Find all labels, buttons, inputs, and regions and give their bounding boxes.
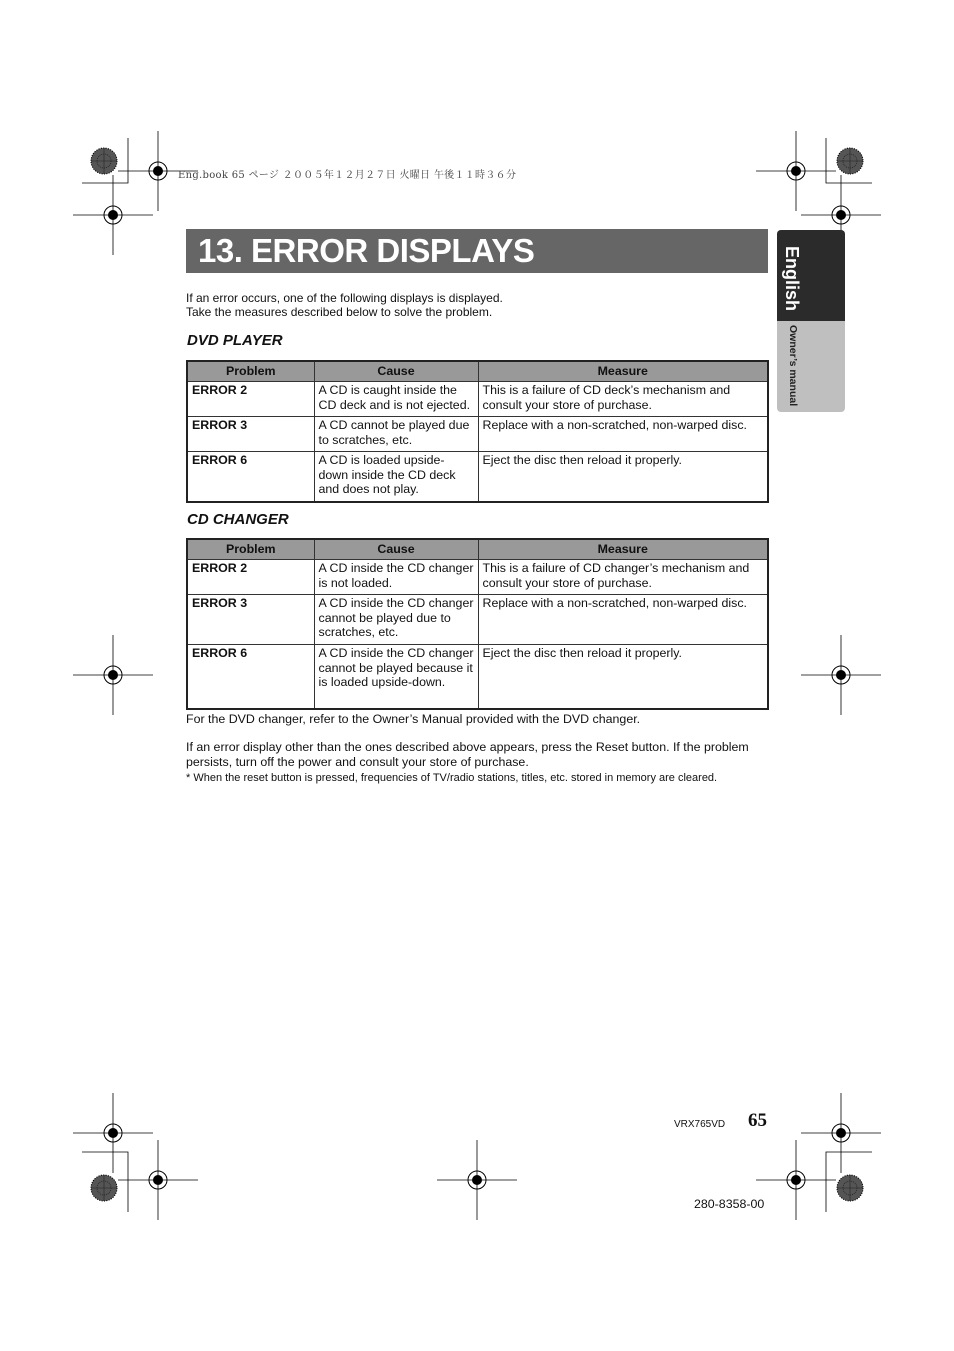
cause-cell: A CD inside the CD changer cannot be played because it is loaded upside-down. [314, 645, 478, 709]
measure-cell: This is a failure of CD changer’s mechanism and consult your store of purchase. [478, 560, 768, 595]
table-row [187, 452, 768, 502]
table-row [187, 560, 768, 595]
title-bar [186, 229, 768, 273]
table-row [187, 645, 768, 709]
problem-cell: ERROR 6 [187, 645, 314, 709]
model-number: VRX765VD [674, 1119, 726, 1130]
dvd-player-table [186, 360, 769, 503]
measure-cell: Replace with a non-scratched, non-warped disc. [478, 595, 768, 645]
table-header-row [187, 539, 768, 560]
problem-cell: ERROR 2 [187, 382, 314, 417]
table-row [187, 382, 768, 417]
side-tab-label: Owner’s manual [787, 325, 799, 407]
page-number: 65 [748, 1110, 767, 1131]
measure-cell: This is a failure of CD deck’s mechanism and consult your store of purchase. [478, 382, 768, 417]
cause-cell: A CD cannot be played due to scratches, etc. [314, 417, 478, 452]
problem-cell: ERROR 3 [187, 595, 314, 645]
reset-note: If an error display other than the ones described above appears, press the Reset button. If the problem persists, turn off the power and consult your store of purchase. [186, 740, 749, 769]
cd-changer-table [186, 538, 769, 710]
column-header-problem: Problem [187, 361, 314, 382]
table-header-row [187, 361, 768, 382]
problem-cell: ERROR 3 [187, 417, 314, 452]
column-header-measure: Measure [478, 361, 768, 382]
problem-cell: ERROR 6 [187, 452, 314, 502]
intro-text: If an error occurs, one of the following displays is displayed. Take the measures described below to solve the problem. [186, 291, 503, 319]
cd-changer-heading: CD CHANGER [187, 511, 289, 528]
dvd-player-heading: DVD PLAYER [187, 332, 283, 349]
cause-cell: A CD is caught inside the CD deck and is not ejected. [314, 382, 478, 417]
cause-cell: A CD inside the CD changer is not loaded. [314, 560, 478, 595]
burst-mark-top-right [837, 148, 863, 174]
column-header-problem: Problem [187, 539, 314, 560]
dvd-changer-note: For the DVD changer, refer to the Owner’s Manual provided with the DVD changer. [186, 712, 641, 726]
measure-cell: Replace with a non-scratched, non-warped disc. [478, 417, 768, 452]
document-number: 280-8358-00 [694, 1197, 765, 1211]
burst-mark-top-left [91, 148, 117, 174]
side-tab [777, 230, 845, 412]
footnote: * When the reset button is pressed, frequencies of TV/radio stations, titles, etc. stored in memory are cleared. [186, 772, 718, 784]
cause-cell: A CD inside the CD changer cannot be played due to scratches, etc. [314, 595, 478, 645]
column-header-measure: Measure [478, 539, 768, 560]
measure-cell: Eject the disc then reload it properly. [478, 452, 768, 502]
burst-mark-bottom-right [837, 1175, 863, 1201]
column-header-cause: Cause [314, 539, 478, 560]
problem-cell: ERROR 2 [187, 560, 314, 595]
measure-cell: Eject the disc then reload it properly. [478, 645, 768, 709]
column-header-cause: Cause [314, 361, 478, 382]
page-title: 13. ERROR DISPLAYS [198, 232, 535, 269]
table-row [187, 417, 768, 452]
print-header: Eng.book 65 ページ ２００５年１２月２７日 火曜日 午後１１時３６分 [178, 170, 517, 181]
burst-mark-bottom-left [91, 1175, 117, 1201]
table-row [187, 595, 768, 645]
cause-cell: A CD is loaded upside-down inside the CD deck and does not play. [314, 452, 478, 502]
side-tab-language: English [782, 246, 802, 312]
